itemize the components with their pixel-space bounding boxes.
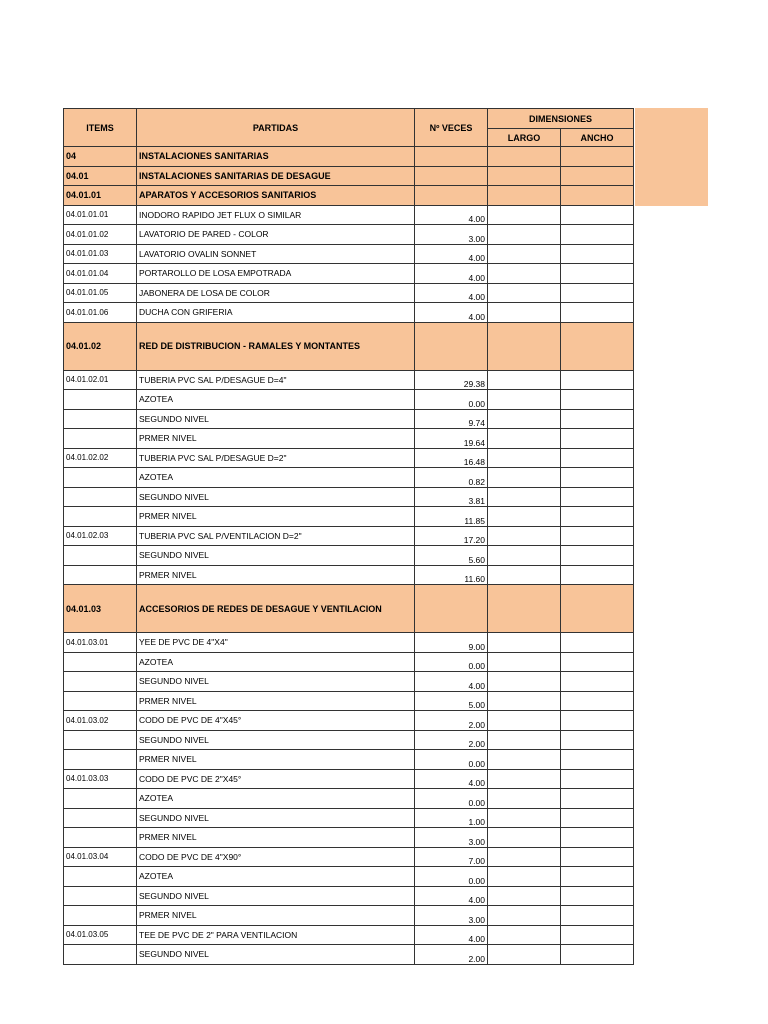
item-ancho	[561, 750, 634, 770]
item-largo	[488, 769, 561, 789]
item-code	[64, 730, 137, 750]
item-largo	[488, 244, 561, 264]
item-code: 04.01.02	[64, 322, 137, 370]
item-ancho	[561, 186, 634, 206]
item-description: YEE DE PVC DE 4"X4"	[137, 633, 415, 653]
table-row	[64, 244, 634, 264]
item-veces: 3.00	[415, 225, 488, 245]
item-veces: 4.00	[415, 264, 488, 284]
item-largo	[488, 370, 561, 390]
item-ancho	[561, 847, 634, 867]
item-veces: 4.00	[415, 925, 488, 945]
table-row	[64, 322, 634, 370]
item-largo	[488, 633, 561, 653]
item-veces: 16.48	[415, 448, 488, 468]
item-ancho	[561, 487, 634, 507]
item-ancho	[561, 672, 634, 692]
item-veces: 4.00	[415, 303, 488, 323]
table-row	[64, 409, 634, 429]
table-row	[64, 652, 634, 672]
item-veces: 5.00	[415, 691, 488, 711]
item-code: 04.01.02.02	[64, 448, 137, 468]
item-largo	[488, 886, 561, 906]
item-code	[64, 468, 137, 488]
item-ancho	[561, 769, 634, 789]
item-ancho	[561, 283, 634, 303]
header-items: ITEMS	[64, 109, 137, 147]
item-code	[64, 409, 137, 429]
item-description: SEGUNDO NIVEL	[137, 886, 415, 906]
table-row	[64, 867, 634, 887]
table-row	[64, 633, 634, 653]
item-largo	[488, 264, 561, 284]
item-largo	[488, 828, 561, 848]
item-description: INSTALACIONES SANITARIAS	[137, 147, 415, 167]
header-dimensiones: DIMENSIONES	[488, 109, 634, 129]
item-veces: 4.00	[415, 886, 488, 906]
table-row	[64, 147, 634, 167]
item-largo	[488, 867, 561, 887]
item-largo	[488, 390, 561, 410]
item-veces	[415, 166, 488, 186]
item-description: SEGUNDO NIVEL	[137, 945, 415, 965]
item-largo	[488, 847, 561, 867]
table-row	[64, 565, 634, 585]
table-row	[64, 730, 634, 750]
header-veces: Nº VECES	[415, 109, 488, 147]
header-partidas: PARTIDAS	[137, 109, 415, 147]
item-description: SEGUNDO NIVEL	[137, 409, 415, 429]
item-largo	[488, 186, 561, 206]
item-ancho	[561, 507, 634, 527]
item-veces	[415, 147, 488, 167]
item-code: 04.01.02.03	[64, 526, 137, 546]
table-row	[64, 847, 634, 867]
item-description: SEGUNDO NIVEL	[137, 672, 415, 692]
item-code: 04.01.02.01	[64, 370, 137, 390]
item-veces	[415, 322, 488, 370]
item-largo	[488, 925, 561, 945]
item-description: SEGUNDO NIVEL	[137, 487, 415, 507]
table-row	[64, 186, 634, 206]
item-code	[64, 565, 137, 585]
item-ancho	[561, 303, 634, 323]
item-veces: 0.00	[415, 750, 488, 770]
item-description: SEGUNDO NIVEL	[137, 808, 415, 828]
item-code: 04.01.01.06	[64, 303, 137, 323]
item-code	[64, 672, 137, 692]
item-largo	[488, 711, 561, 731]
item-veces: 0.00	[415, 867, 488, 887]
item-veces: 17.20	[415, 526, 488, 546]
item-code: 04.01.01.01	[64, 205, 137, 225]
item-code	[64, 945, 137, 965]
item-code	[64, 867, 137, 887]
item-description: SEGUNDO NIVEL	[137, 546, 415, 566]
item-description: LAVATORIO OVALIN SONNET	[137, 244, 415, 264]
item-ancho	[561, 468, 634, 488]
item-veces: 9.74	[415, 409, 488, 429]
item-largo	[488, 507, 561, 527]
item-code	[64, 652, 137, 672]
item-largo	[488, 448, 561, 468]
item-description: RED DE DISTRIBUCION - RAMALES Y MONTANTES	[137, 322, 415, 370]
item-code: 04.01.03	[64, 585, 137, 633]
item-ancho	[561, 828, 634, 848]
table-row	[64, 906, 634, 926]
item-largo	[488, 750, 561, 770]
item-veces: 9.00	[415, 633, 488, 653]
item-largo	[488, 546, 561, 566]
item-description: JABONERA DE LOSA DE COLOR	[137, 283, 415, 303]
item-code: 04.01.01.02	[64, 225, 137, 245]
item-ancho	[561, 526, 634, 546]
item-description: DUCHA CON GRIFERIA	[137, 303, 415, 323]
item-largo	[488, 147, 561, 167]
table-row	[64, 487, 634, 507]
item-ancho	[561, 225, 634, 245]
item-description: ACCESORIOS DE REDES DE DESAGUE Y VENTILACION	[137, 585, 415, 633]
item-code	[64, 828, 137, 848]
item-code: 04.01	[64, 166, 137, 186]
item-ancho	[561, 711, 634, 731]
table-row	[64, 691, 634, 711]
item-veces: 1.00	[415, 808, 488, 828]
item-ancho	[561, 264, 634, 284]
item-ancho	[561, 906, 634, 926]
item-ancho	[561, 867, 634, 887]
item-veces: 2.00	[415, 711, 488, 731]
header-extension	[635, 108, 708, 206]
item-largo	[488, 303, 561, 323]
item-description: PRMER NIVEL	[137, 429, 415, 449]
item-code	[64, 886, 137, 906]
item-ancho	[561, 633, 634, 653]
item-largo	[488, 205, 561, 225]
item-description: PRMER NIVEL	[137, 750, 415, 770]
item-veces: 3.00	[415, 828, 488, 848]
item-veces: 0.82	[415, 468, 488, 488]
table-row	[64, 283, 634, 303]
item-code	[64, 789, 137, 809]
item-code	[64, 691, 137, 711]
item-description: PRMER NIVEL	[137, 507, 415, 527]
table-row	[64, 672, 634, 692]
item-description: CODO DE PVC DE 4"X45°	[137, 711, 415, 731]
item-veces: 3.00	[415, 906, 488, 926]
item-largo	[488, 429, 561, 449]
item-code	[64, 546, 137, 566]
item-code: 04.01.03.03	[64, 769, 137, 789]
item-veces: 7.00	[415, 847, 488, 867]
item-veces: 2.00	[415, 945, 488, 965]
item-code	[64, 487, 137, 507]
table-row	[64, 789, 634, 809]
item-description: AZOTEA	[137, 652, 415, 672]
item-veces: 3.81	[415, 487, 488, 507]
item-veces: 0.00	[415, 390, 488, 410]
item-largo	[488, 409, 561, 429]
item-description: AZOTEA	[137, 789, 415, 809]
table-row	[64, 264, 634, 284]
item-description: AZOTEA	[137, 867, 415, 887]
item-veces: 4.00	[415, 672, 488, 692]
header-ancho: ANCHO	[561, 129, 634, 147]
table-row	[64, 546, 634, 566]
item-largo	[488, 691, 561, 711]
item-veces: 4.00	[415, 244, 488, 264]
item-veces: 4.00	[415, 205, 488, 225]
table-row	[64, 750, 634, 770]
item-veces: 4.00	[415, 769, 488, 789]
item-description: PORTAROLLO DE LOSA EMPOTRADA	[137, 264, 415, 284]
item-description: TUBERIA PVC SAL P/VENTILACION D=2"	[137, 526, 415, 546]
item-description: AZOTEA	[137, 468, 415, 488]
table-row	[64, 886, 634, 906]
item-ancho	[561, 147, 634, 167]
item-code: 04.01.03.02	[64, 711, 137, 731]
item-largo	[488, 730, 561, 750]
table-row	[64, 370, 634, 390]
table-row	[64, 526, 634, 546]
item-description: CODO DE PVC DE 4"X90°	[137, 847, 415, 867]
item-code: 04.01.01	[64, 186, 137, 206]
item-largo	[488, 789, 561, 809]
item-veces: 29.38	[415, 370, 488, 390]
item-largo	[488, 672, 561, 692]
table-row	[64, 507, 634, 527]
item-ancho	[561, 448, 634, 468]
item-ancho	[561, 565, 634, 585]
table-row	[64, 303, 634, 323]
item-description: INODORO RAPIDO JET FLUX O SIMILAR	[137, 205, 415, 225]
item-code: 04.01.03.04	[64, 847, 137, 867]
item-code	[64, 906, 137, 926]
item-ancho	[561, 370, 634, 390]
item-ancho	[561, 166, 634, 186]
item-code: 04.01.03.01	[64, 633, 137, 653]
item-veces: 19.64	[415, 429, 488, 449]
item-description: APARATOS Y ACCESORIOS SANITARIOS	[137, 186, 415, 206]
item-code	[64, 808, 137, 828]
item-code: 04.01.03.05	[64, 925, 137, 945]
item-veces: 2.00	[415, 730, 488, 750]
item-code	[64, 750, 137, 770]
item-veces: 0.00	[415, 789, 488, 809]
table-row	[64, 585, 634, 633]
item-largo	[488, 652, 561, 672]
item-description: TEE DE PVC DE 2" PARA VENTILACION	[137, 925, 415, 945]
item-ancho	[561, 652, 634, 672]
item-description: INSTALACIONES SANITARIAS DE DESAGUE	[137, 166, 415, 186]
item-largo	[488, 526, 561, 546]
table-row	[64, 828, 634, 848]
item-largo	[488, 283, 561, 303]
item-largo	[488, 487, 561, 507]
item-largo	[488, 166, 561, 186]
table-row	[64, 390, 634, 410]
item-largo	[488, 808, 561, 828]
metrado-table	[63, 108, 634, 965]
item-largo	[488, 468, 561, 488]
item-description: CODO DE PVC DE 2"X45°	[137, 769, 415, 789]
item-description: TUBERIA PVC SAL P/DESAGUE D=2"	[137, 448, 415, 468]
item-description: PRMER NIVEL	[137, 565, 415, 585]
item-largo	[488, 225, 561, 245]
table-row	[64, 808, 634, 828]
item-veces	[415, 186, 488, 206]
item-ancho	[561, 789, 634, 809]
item-ancho	[561, 546, 634, 566]
table-row	[64, 429, 634, 449]
table-row	[64, 769, 634, 789]
item-ancho	[561, 730, 634, 750]
item-veces: 4.00	[415, 283, 488, 303]
item-veces	[415, 585, 488, 633]
item-veces: 11.60	[415, 565, 488, 585]
item-ancho	[561, 390, 634, 410]
item-description: SEGUNDO NIVEL	[137, 730, 415, 750]
table-row	[64, 205, 634, 225]
item-veces: 11.85	[415, 507, 488, 527]
item-ancho	[561, 886, 634, 906]
item-code	[64, 429, 137, 449]
item-description: AZOTEA	[137, 390, 415, 410]
item-ancho	[561, 322, 634, 370]
table-row	[64, 945, 634, 965]
item-code	[64, 507, 137, 527]
item-code: 04.01.01.04	[64, 264, 137, 284]
item-description: PRMER NIVEL	[137, 906, 415, 926]
item-veces: 5.60	[415, 546, 488, 566]
item-largo	[488, 945, 561, 965]
item-ancho	[561, 409, 634, 429]
header-largo: LARGO	[488, 129, 561, 147]
item-ancho	[561, 925, 634, 945]
table-row	[64, 925, 634, 945]
item-description: PRMER NIVEL	[137, 691, 415, 711]
item-largo	[488, 565, 561, 585]
item-ancho	[561, 429, 634, 449]
item-code: 04.01.01.05	[64, 283, 137, 303]
item-ancho	[561, 691, 634, 711]
item-ancho	[561, 945, 634, 965]
item-description: LAVATORIO DE PARED - COLOR	[137, 225, 415, 245]
item-code: 04	[64, 147, 137, 167]
table-row	[64, 166, 634, 186]
table-row	[64, 711, 634, 731]
item-veces: 0.00	[415, 652, 488, 672]
item-code: 04.01.01.03	[64, 244, 137, 264]
item-code	[64, 390, 137, 410]
item-ancho	[561, 205, 634, 225]
item-ancho	[561, 585, 634, 633]
item-ancho	[561, 244, 634, 264]
item-description: PRMER NIVEL	[137, 828, 415, 848]
table-row	[64, 225, 634, 245]
item-largo	[488, 585, 561, 633]
item-largo	[488, 906, 561, 926]
table-row	[64, 448, 634, 468]
item-largo	[488, 322, 561, 370]
item-description: TUBERIA PVC SAL P/DESAGUE D=4"	[137, 370, 415, 390]
table-row	[64, 468, 634, 488]
item-ancho	[561, 808, 634, 828]
